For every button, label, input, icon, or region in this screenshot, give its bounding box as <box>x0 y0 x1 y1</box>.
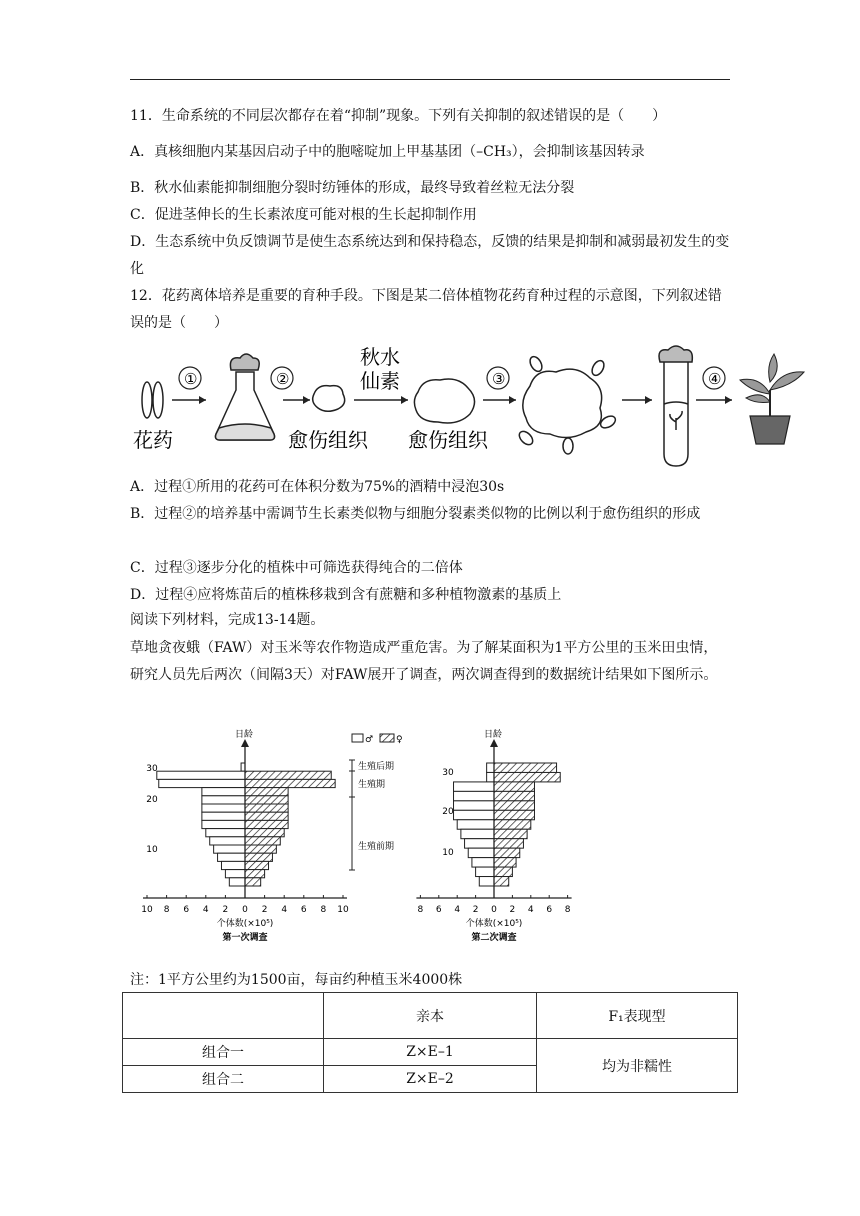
x-tick-label: 4 <box>281 905 288 915</box>
x-tick-label: 2 <box>472 905 479 915</box>
bar-female <box>245 796 288 804</box>
bar-female <box>494 801 534 810</box>
bar-male <box>461 829 494 838</box>
bar-female <box>245 837 280 845</box>
x-axis-label: 个体数(×10⁵) <box>465 919 523 929</box>
bar-female <box>494 877 509 886</box>
q12-option-b: B．过程②的培养基中需调节生长素类似物与细胞分裂素类似物的比例以利于愈伤组织的形成 <box>130 506 701 522</box>
age-pyramid-figure <box>130 725 610 963</box>
row-name: 组合一 <box>123 1039 324 1066</box>
y-axis-label: 日龄 <box>484 730 503 740</box>
header-rule <box>130 79 730 80</box>
y-axis-arrow <box>241 739 249 747</box>
bar-male <box>210 837 245 845</box>
bar-male <box>202 812 245 820</box>
x-tick-label: 6 <box>435 905 442 915</box>
stage-pre-reproductive: 生殖前期 <box>358 842 395 852</box>
bar-male <box>487 763 494 772</box>
q11-option-d: D．生态系统中负反馈调节是使生态系统达到和保持稳态，反馈的结果是抑制和减弱最初发生的变化 <box>130 234 730 277</box>
table-header-empty <box>123 993 324 1039</box>
bar-male <box>225 870 245 878</box>
bar-male <box>218 853 245 861</box>
bar-female <box>245 845 276 853</box>
reading-intro: 阅读下列材料，完成13-14题。 <box>130 612 325 628</box>
bar-female <box>245 812 288 820</box>
bar-female <box>494 772 560 781</box>
legend-male-label: ♂ <box>365 735 374 745</box>
bar-male <box>202 804 245 812</box>
x-tick-label: 6 <box>546 905 553 915</box>
bar-male <box>214 845 245 853</box>
x-tick-label: 10 <box>141 905 153 915</box>
x-tick-label: 0 <box>491 905 497 915</box>
bar-male <box>202 796 245 804</box>
x-tick-label: 8 <box>564 905 571 915</box>
bar-male <box>476 867 494 876</box>
anther-shape <box>142 382 152 418</box>
anther-culture-diagram <box>128 342 808 472</box>
bar-male <box>157 771 245 779</box>
q11-option-b: B．秋水仙素能抑制细胞分裂时纺锤体的形成，最终导致着丝粒无法分裂 <box>130 180 575 196</box>
bar-male <box>159 779 245 787</box>
regenerating-callus-icon <box>517 355 618 454</box>
label-callus-1: 愈伤组织 <box>288 428 368 452</box>
bar-male <box>457 820 494 829</box>
cross-table <box>122 992 738 1093</box>
bar-female <box>245 820 288 828</box>
callus-shape-small <box>313 386 345 412</box>
test-tube-icon <box>659 346 692 466</box>
y-tick-label: 20 <box>442 807 454 817</box>
q12-option-d: D．过程④应将炼苗后的植株移栽到含有蔗糖和多种植物激素的基质上 <box>130 587 562 603</box>
bar-female <box>245 861 269 869</box>
step-4: ④ <box>708 370 722 388</box>
bar-male <box>487 772 494 781</box>
bar-male <box>465 839 494 848</box>
label-colchicine-line1: 秋水 <box>360 345 400 369</box>
step-2: ② <box>276 370 290 388</box>
potted-plant-icon <box>740 354 804 444</box>
q11-option-c: C．促进茎伸长的生长素浓度可能对根的生长起抑制作用 <box>130 207 477 223</box>
x-tick-label: 8 <box>163 905 170 915</box>
bar-female <box>494 858 516 867</box>
bar-female <box>494 867 512 876</box>
row-name: 组合二 <box>123 1066 324 1093</box>
reading-material: 草地贪夜蛾（FAW）对玉米等农作物造成严重危害。为了解某面积为1平方公里的玉米田虫情，研究人员先后两次（间隔3天）对FAW展开了调查，两次调查得到的数据统计结果如下图所示。 <box>130 640 718 683</box>
table-header-parent: 亲本 <box>324 993 537 1039</box>
bar-female <box>494 782 534 791</box>
bar-male <box>472 858 494 867</box>
y-tick-label: 30 <box>146 764 158 774</box>
step-1: ① <box>184 370 198 388</box>
bar-female <box>494 791 534 800</box>
label-anther: 花药 <box>133 428 173 452</box>
bar-female <box>245 771 331 779</box>
bar-male <box>468 848 494 857</box>
step-3: ③ <box>492 370 506 388</box>
x-tick-label: 8 <box>320 905 327 915</box>
q12-stem: 12．花药离体培养是重要的育种手段。下图是某二倍体植物花药育种过程的示意图，下列叙述错误的是（ ） <box>130 288 722 331</box>
bar-female <box>245 788 288 796</box>
x-tick-label: 2 <box>222 905 229 915</box>
bar-female <box>245 853 272 861</box>
legend-male-swatch <box>352 734 363 742</box>
y-axis-arrow <box>490 739 498 747</box>
x-tick-label: 2 <box>509 905 516 915</box>
stage-reproductive: 生殖期 <box>358 780 386 790</box>
merged-phenotype: 均为非糯性 <box>537 1039 738 1093</box>
x-tick-label: 8 <box>417 905 424 915</box>
legend-female-swatch <box>380 734 394 742</box>
bar-female <box>245 878 261 886</box>
x-tick-label: 4 <box>454 905 461 915</box>
bar-female <box>494 810 534 819</box>
bar-female <box>494 839 523 848</box>
bar-male <box>479 877 494 886</box>
bar-male <box>202 788 245 796</box>
bar-male <box>202 820 245 828</box>
bar-male <box>221 861 245 869</box>
bar-female <box>494 848 520 857</box>
bar-male <box>229 878 245 886</box>
bar-male <box>454 791 494 800</box>
q12-option-c: C．过程③逐步分化的植株中可筛选获得纯合的二倍体 <box>130 560 463 576</box>
bar-male <box>454 801 494 810</box>
callus-shape-large <box>414 379 474 423</box>
q12-option-a: A．过程①所用的花药可在体积分数为75%的酒精中浸泡30s <box>130 479 505 495</box>
x-tick-label: 10 <box>337 905 349 915</box>
legend <box>349 734 403 870</box>
chart-first-survey <box>141 728 349 943</box>
bar-female <box>245 870 265 878</box>
bar-female <box>494 820 531 829</box>
bar-male <box>454 782 494 791</box>
row-parent: Z×E–2 <box>324 1066 537 1093</box>
bar-male <box>206 829 245 837</box>
bar-male <box>454 810 494 819</box>
legend-female-label: ♀ <box>396 735 403 745</box>
x-tick-label: 4 <box>202 905 209 915</box>
y-axis-label: 日龄 <box>235 730 254 740</box>
x-tick-label: 2 <box>261 905 268 915</box>
x-tick-label: 0 <box>242 905 248 915</box>
chart-second-survey <box>416 728 571 943</box>
flask-icon <box>216 354 275 440</box>
bar-female <box>245 829 284 837</box>
bar-female <box>245 804 288 812</box>
bar-female <box>494 829 527 838</box>
x-tick-label: 4 <box>527 905 534 915</box>
bar-female <box>494 763 557 772</box>
note: 注：1平方公里约为1500亩，每亩约种植玉米4000株 <box>130 972 463 988</box>
x-axis-label: 个体数(×10⁵) <box>216 919 274 929</box>
q11-stem: 11．生命系统的不同层次都存在着“抑制”现象。下列有关抑制的叙述错误的是（ ） <box>130 108 667 124</box>
chart-title: 第一次调查 <box>222 933 268 943</box>
label-colchicine-line2: 仙素 <box>360 369 400 393</box>
y-tick-label: 10 <box>442 848 454 858</box>
bar-female <box>245 779 335 787</box>
stage-post-reproductive: 生殖后期 <box>358 762 395 772</box>
y-tick-label: 30 <box>442 768 454 778</box>
chart-title: 第二次调查 <box>471 933 517 943</box>
q11-option-a: A．真核细胞内某基因启动子中的胞嘧啶加上甲基基团（–CH₃），会抑制该基因转录 <box>130 144 645 160</box>
table-row <box>123 1039 738 1066</box>
label-callus-2: 愈伤组织 <box>408 428 488 452</box>
y-tick-label: 20 <box>146 795 158 805</box>
x-tick-label: 6 <box>300 905 307 915</box>
y-tick-label: 10 <box>146 845 158 855</box>
table-header-f1: F₁表现型 <box>537 993 738 1039</box>
row-parent: Z×E–1 <box>324 1039 537 1066</box>
x-tick-label: 6 <box>183 905 190 915</box>
